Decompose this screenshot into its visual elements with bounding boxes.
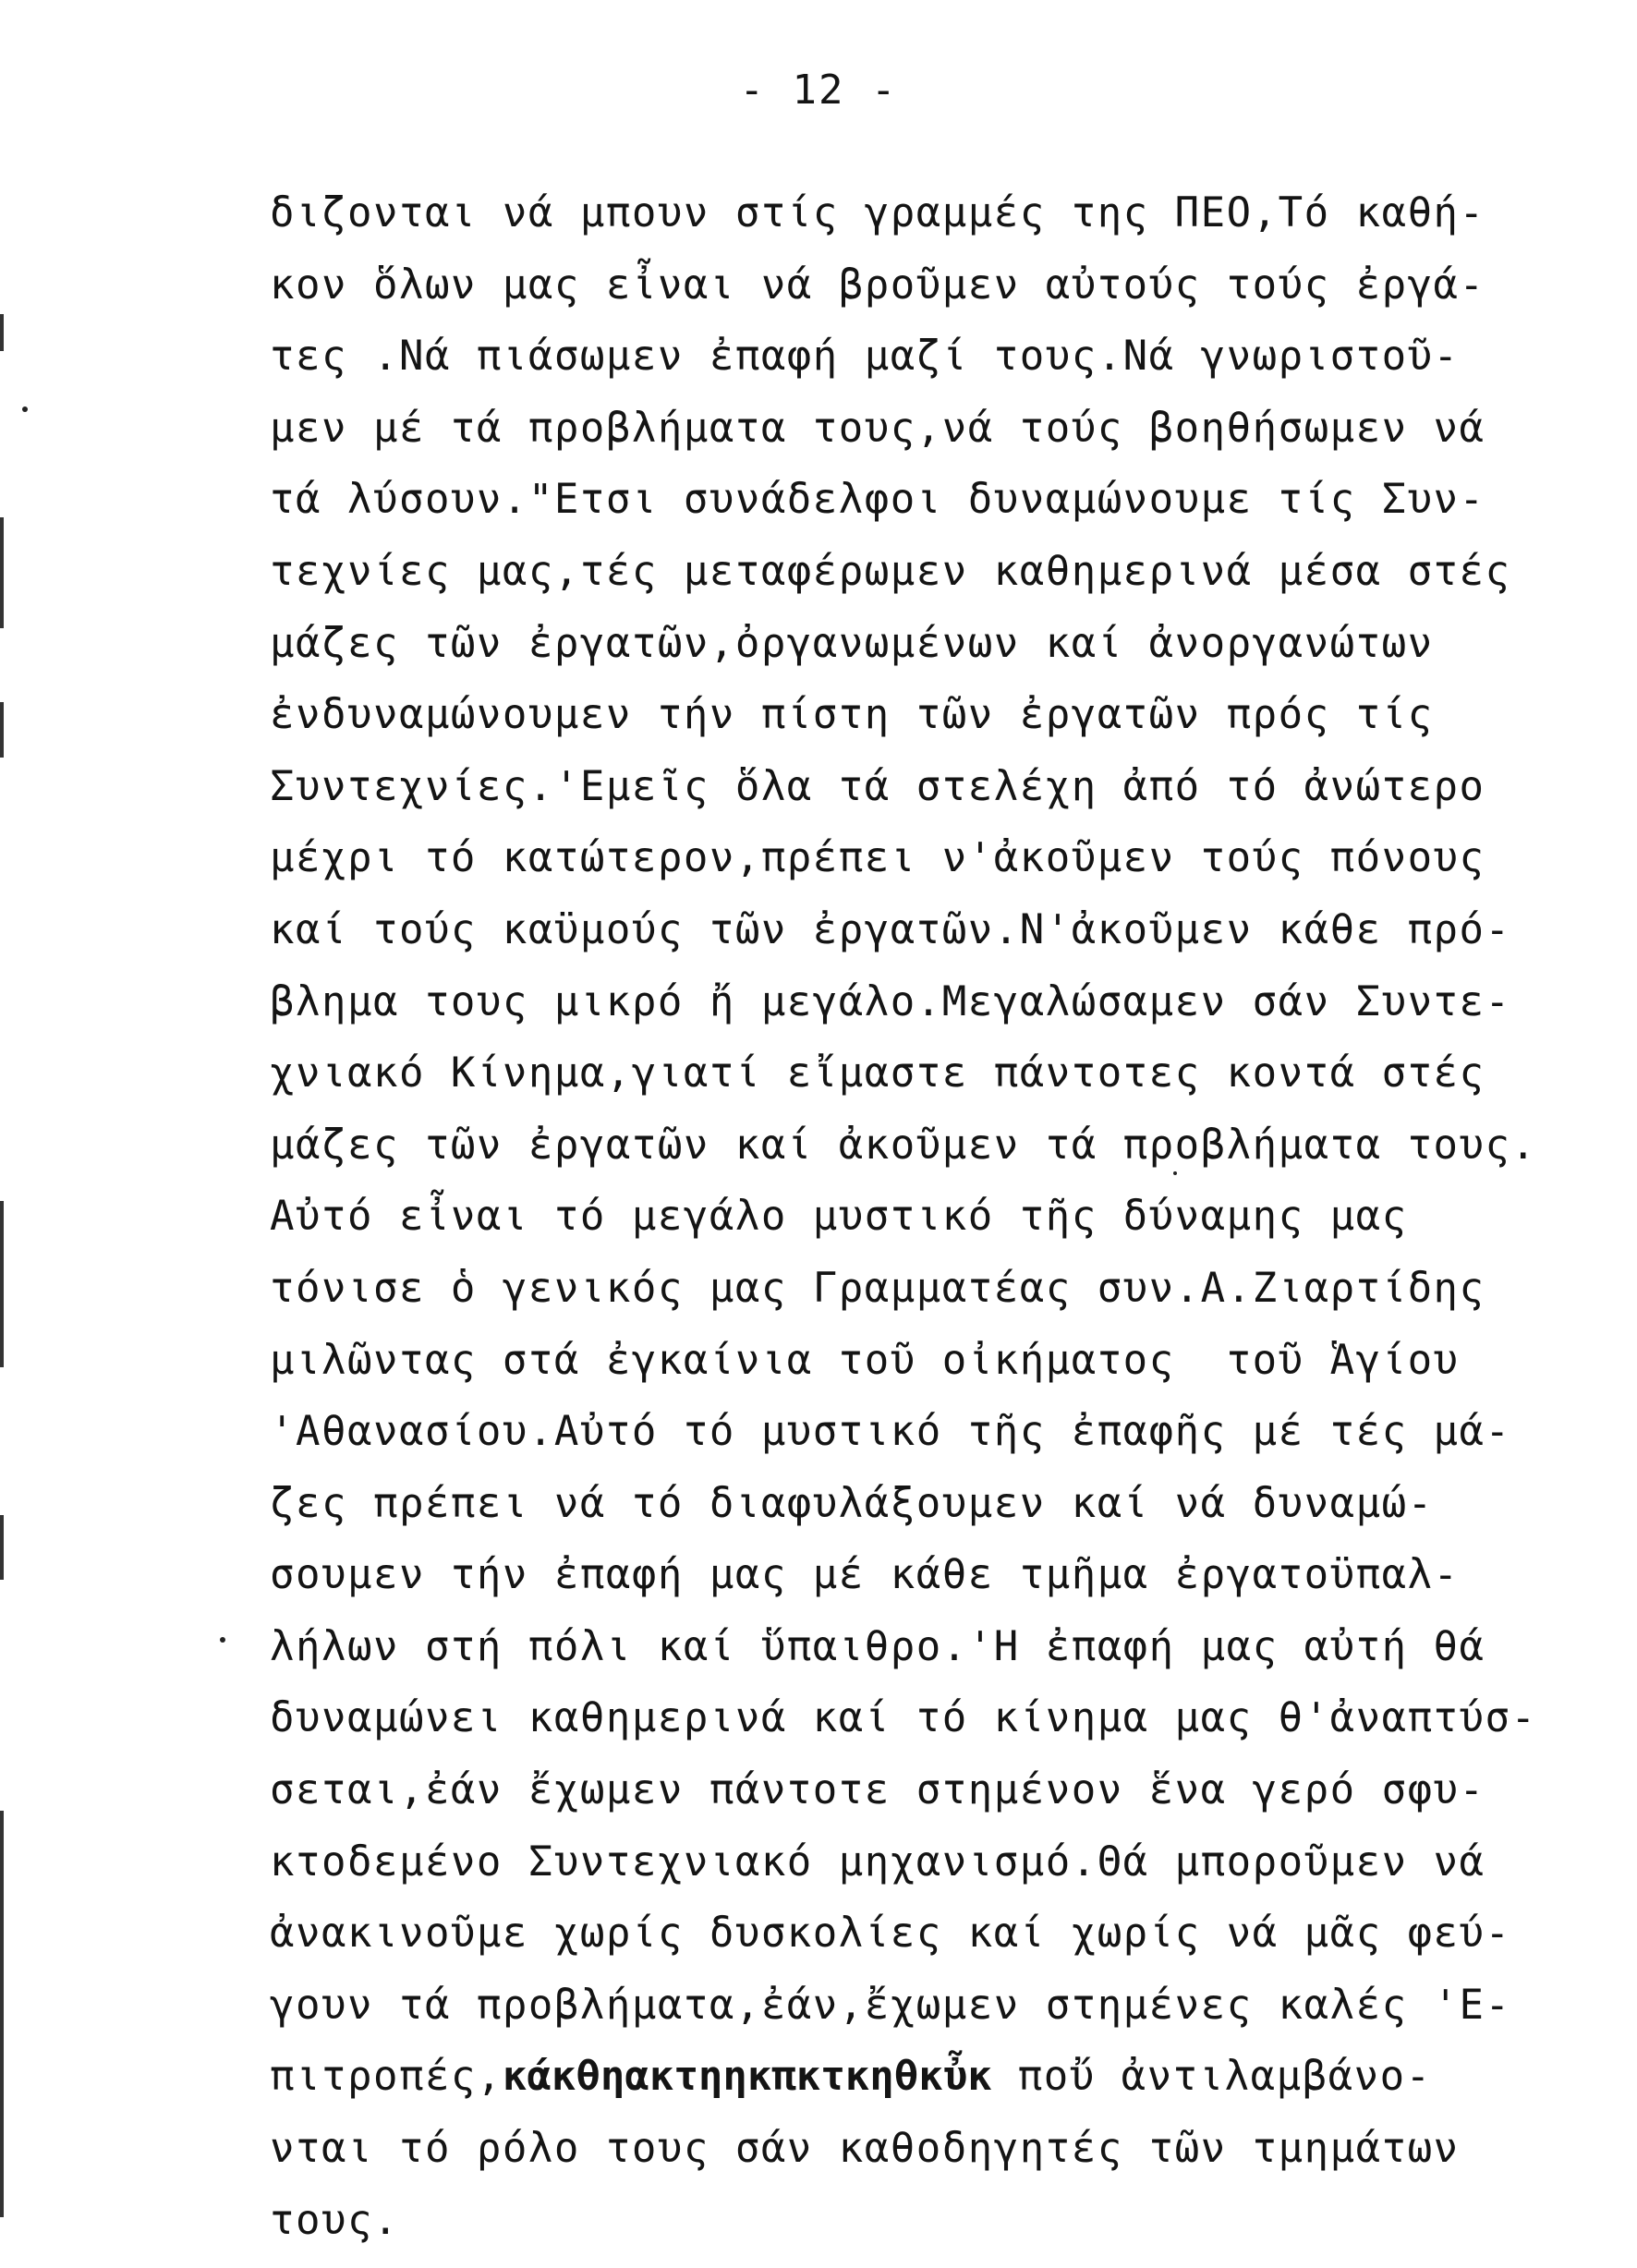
- text-line: ἐνδυναμώνουμεν τήν πίστη τῶν ἐργατῶν πρός τίς: [270, 691, 1434, 739]
- text-line: καί τούς καϋμούς τῶν ἐργατῶν.Ν'ἀκοῦμεν κάθε πρό-: [270, 905, 1511, 953]
- text-line-with-strikeover: [270, 2041, 1582, 2113]
- scan-edge-mark: [0, 314, 4, 351]
- text-line: μιλῶντας στά ἐγκαίνια τοῦ οἰκήματος τοῦ Ἁγίου: [270, 1336, 1460, 1384]
- struck-over-text: κάκθηακτηηκπκτκηθκὖκ: [502, 2053, 992, 2101]
- page-number: - 12 -: [739, 67, 898, 114]
- text-line: τους.: [270, 2196, 399, 2244]
- body-text: [270, 177, 1582, 2256]
- text-line: 'Αθανασίου.Αὐτό τό μυστικό τῆς ἐπαφῆς μέ τές μά-: [270, 1408, 1511, 1456]
- scan-edge-mark: [0, 1201, 4, 1367]
- text-line: λήλων στή πόλι καί ὕπαιθρο.'Η ἐπαφή μας αὐτή θά: [270, 1622, 1485, 1670]
- text-line: δυναμώνει καθημερινά καί τό κίνημα μας θ'ἀναπτύσ-: [270, 1694, 1537, 1742]
- text-line: ἀνακινοῦμε χωρίς δυσκολίες καί χωρίς νά μᾶς φεύ-: [270, 1910, 1511, 1958]
- text-line: γουν τά προβλήματα,ἐάν,ἔχωμεν στημένες καλές 'Ε-: [270, 1981, 1511, 2029]
- text-line: μέχρι τό κατώτερον,πρέπει ν'ἀκοῦμεν τούς πόνους: [270, 834, 1485, 882]
- text-line: τά λύσουν."Ετσι συνάδελφοι δυναμώνουμε τίς Συν-: [270, 476, 1485, 524]
- text-line: σεται,ἐάν ἔχωμεν πάντοτε στημένον ἕνα γερό σφυ-: [270, 1766, 1485, 1814]
- text-line: σουμεν τήν ἐπαφή μας μέ κάθε τμῆμα ἐργατοϋπαλ-: [270, 1551, 1460, 1599]
- text-line: διζονται νά μπουν στίς γραμμές της ΠΕΟ,Τό καθή-: [270, 189, 1485, 237]
- line-start: πιτροπές,: [270, 2053, 503, 2101]
- text-line: τεχνίες μας,τές μεταφέρωμεν καθημερινά μέσα στές: [270, 547, 1511, 595]
- scan-edge-mark: [0, 702, 4, 758]
- text-line: βλημα τους μικρό ἤ μεγάλο.Μεγαλώσαμεν σάν Συντε-: [270, 977, 1511, 1025]
- text-line: Αὐτό εἶναι τό μεγάλο μυστικό τῆς δύναμης μας: [270, 1193, 1408, 1241]
- text-line: κον ὅλων μας εἶναι νά βροῦμεν αὐτούς τούς ἐργά-: [270, 261, 1485, 309]
- text-line: τες .Νά πιάσωμεν ἐπαφή μαζί τους.Νά γνωριστοῦ-: [270, 333, 1460, 381]
- text-line: ζες πρέπει νά τό διαφυλάξουμεν καί νά δυναμώ-: [270, 1479, 1434, 1527]
- text-line: μάζες τῶν ἐργατῶν καί ἀκοῦμεν τά προβλήματα τους.: [270, 1121, 1537, 1169]
- scan-speck: [220, 1637, 225, 1643]
- line-end: ποὔ ἀντιλαμβάνο-: [991, 2053, 1432, 2101]
- text-line: μάζες τῶν ἐργατῶν,ὀργανωμένων καί ἀνοργανώτων: [270, 619, 1434, 667]
- scan-edge-mark: [0, 1515, 4, 1580]
- text-line: χνιακό Κίνημα,γιατί εἴμαστε πάντοτες κοντά στές: [270, 1049, 1485, 1098]
- scan-speck: [22, 406, 28, 412]
- text-line: νται τό ρόλο τους σάν καθοδηγητές τῶν τμημάτων: [270, 2125, 1460, 2173]
- scan-edge-mark: [0, 1811, 4, 2217]
- text-line: κτοδεμένο Συντεχνιακό μηχανισμό.Θά μποροῦμεν νά: [270, 1837, 1485, 1886]
- text-line: τόνισε ὁ γενικός μας Γραμματέας συν.Α.Ζιαρτίδης: [270, 1264, 1485, 1312]
- text-line: Συντεχνίες.'Εμεῖς ὅλα τά στελέχη ἀπό τό ἀνώτερο: [270, 762, 1485, 810]
- scan-edge-mark: [0, 517, 4, 628]
- text-line: μεν μέ τά προβλήματα τους,νά τούς βοηθήσωμεν νά: [270, 404, 1485, 452]
